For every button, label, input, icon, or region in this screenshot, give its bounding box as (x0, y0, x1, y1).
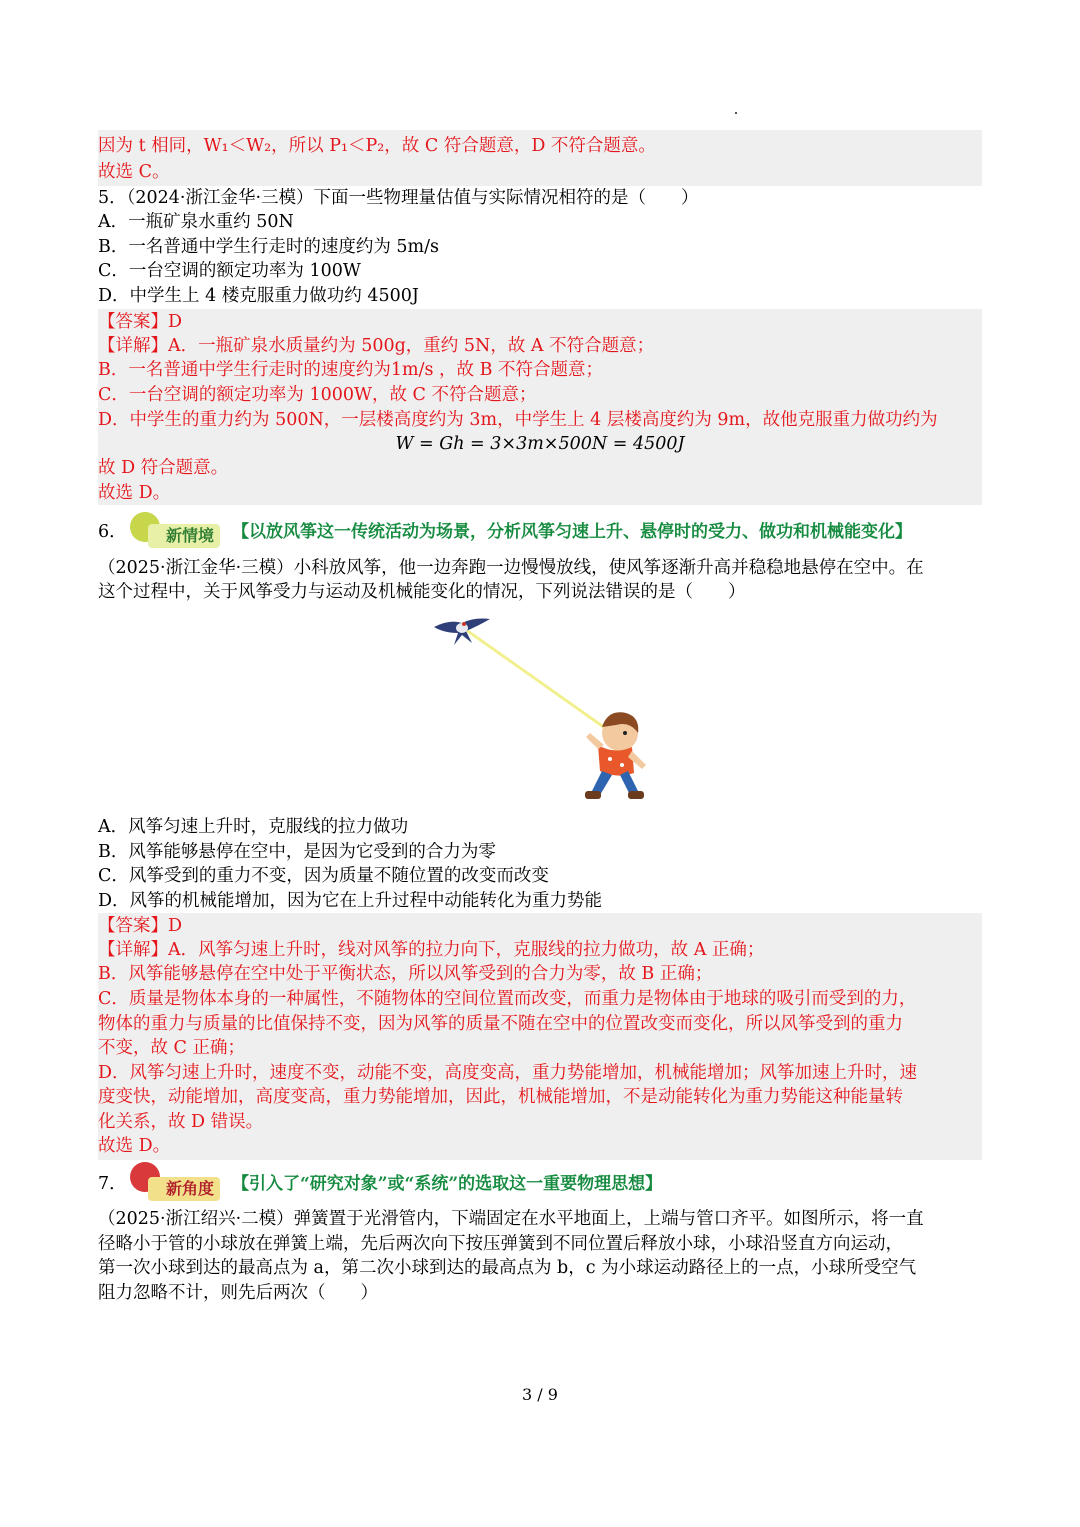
prev-choose-line: 故选 C。 (98, 162, 170, 182)
q6-detail-8: 化关系，故 D 错误。 (98, 1112, 264, 1132)
q5-choose: 故选 D。 (98, 483, 171, 503)
q5-formula: W = Gh = 3×3m×500N = 4500J (395, 434, 685, 454)
q7-stem-2: 径略小于管的小球放在弹簧上端，先后两次向下按压弹簧到不同位置后释放小球，小球沿竖直方向运动， (98, 1234, 903, 1254)
q6-number: 6． (98, 522, 127, 542)
q5-stem: 5．（2024·浙江金华·三模）下面一些物理量估值与实际情况相符的是（ ） (98, 188, 699, 208)
q6-option-a: A．风筝匀速上升时，克服线的拉力做功 (98, 817, 409, 837)
q6-detail-5: 不变，故 C 正确； (98, 1038, 246, 1058)
q7-stem-1: （2025·浙江绍兴·二模）弹簧置于光滑管内，下端固定在水平地面上，上端与管口齐平。如图所示，将一直 (98, 1209, 924, 1229)
q6-answer: 【答案】D (98, 916, 183, 936)
page-number: 3 / 9 (522, 1385, 558, 1404)
q6-detail-7: 度变快，动能增加，高度变高，重力势能增加，因此，机械能增加，不是动能转化为重力势能这种能量转 (98, 1087, 903, 1107)
q7-number: 7． (98, 1174, 127, 1194)
q5-answer: 【答案】D (98, 312, 183, 332)
q6-theme: 【以放风筝这一传统活动为场景，分析风筝匀速上升、悬停时的受力、做功和机械能变化】 (232, 522, 912, 542)
new-context-badge: 新情境 (148, 524, 220, 548)
kite-boy-illustration (420, 605, 660, 815)
kite-string (462, 627, 615, 735)
q6-detail-9: 故选 D。 (98, 1136, 171, 1156)
q6-detail-6: D．风筝匀速上升时，速度不变，动能不变，高度变高，重力势能增加，机械能增加；风筝加速上升时，速 (98, 1063, 918, 1083)
q5-option-a: A．一瓶矿泉水重约 50N (98, 212, 294, 232)
q7-stem-3: 第一次小球到达的最高点为 a，第二次小球到达的最高点为 b，c 为小球运动路径上的一点，小球所受空气 (98, 1258, 917, 1278)
boy-figure-icon (585, 712, 646, 799)
q5-detail-c: C．一台空调的额定功率为 1000W，故 C 不符合题意； (98, 385, 537, 405)
prev-detail-line: 因为 t 相同，W₁＜W₂，所以 P₁＜P₂，故 C 符合题意，D 不符合题意。 (98, 136, 656, 156)
q6-option-c: C．风筝受到的重力不变，因为质量不随位置的改变而改变 (98, 866, 549, 886)
q6-detail-4: 物体的重力与质量的比值保持不变，因为风筝的质量不随在空中的位置改变而变化，所以风筝受到的重力 (98, 1014, 903, 1034)
new-angle-badge: 新角度 (148, 1177, 220, 1201)
q6-detail-3: C．质量是物体本身的一种属性，不随物体的空间位置而改变，而重力是物体由于地球的吸引而受到的力， (98, 989, 917, 1009)
q6-stem-1: （2025·浙江金华·三模）小科放风筝，他一边奔跑一边慢慢放线，使风筝逐渐升高并稳稳地悬停在空中。在 (98, 558, 924, 578)
q7-theme: 【引入了“研究对象”或“系统”的选取这一重要物理思想】 (232, 1174, 663, 1194)
q5-option-b: B．一名普通中学生行走时的速度约为 5m/s (98, 237, 440, 257)
q6-option-b: B．风筝能够悬停在空中，是因为它受到的合力为零 (98, 842, 496, 862)
q5-option-c: C．一台空调的额定功率为 100W (98, 261, 361, 281)
q6-detail-2: B．风筝能够悬停在空中处于平衡状态，所以风筝受到的合力为零，故 B 正确； (98, 964, 713, 984)
q6-stem-2: 这个过程中，关于风筝受力与运动及机械能变化的情况，下列说法错误的是（ ） (98, 582, 746, 602)
q5-conclusion: 故 D 符合题意。 (98, 458, 229, 478)
q6-detail-1: 【详解】A．风筝匀速上升时，线对风筝的拉力向下，克服线的拉力做功，故 A 正确； (98, 940, 765, 960)
stray-mark (735, 112, 737, 114)
q7-stem-4: 阻力忽略不计，则先后两次（ ） (98, 1283, 378, 1303)
q5-option-d: D．中学生上 4 楼克服重力做功约 4500J (98, 286, 419, 306)
q5-detail-a: 【详解】A．一瓶矿泉水质量约为 500g，重约 5N，故 A 不符合题意； (98, 336, 655, 356)
q6-option-d: D．风筝的机械能增加，因为它在上升过程中动能转化为重力势能 (98, 891, 603, 911)
q5-detail-d: D．中学生的重力约为 500N，一层楼高度约为 3m，中学生上 4 层楼高度约为 9m，故他克服重力做功约为 (98, 410, 938, 430)
q5-detail-b: B．一名普通中学生行走时的速度约为1m/s ，故 B 不符合题意； (98, 360, 604, 380)
